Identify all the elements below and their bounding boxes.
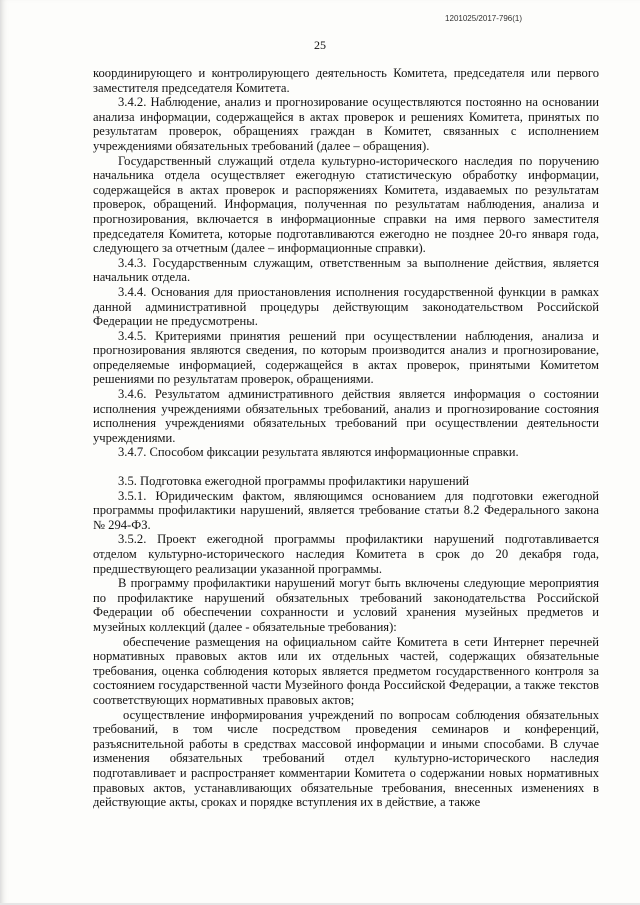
paragraph: обеспечение размещения на официальном сайте Комитета в сети Интернет перечней нормативных правовых актов или их отдельных частей, содержащих обязательные требования, оценка соблюдения которых является предметом государственного контроля за состоянием государственной части Музейного фонда Российской Федерации, а также текстов соответствующих нормативных правовых актов;	[93, 634, 599, 707]
paragraph: 3.4.6. Результатом административного действия является информация о состоянии исполнения учреждениями обязательных требований, анализ и прогнозирование состояния исполнения учреждениями обязательных требований при осуществлении деятельности учреждениями.	[93, 387, 599, 445]
paragraph: Государственный служащий отдела культурно-исторического наследия по поручению начальника отдела осуществляет ежегодную статистическую обработку информации, содержащейся в актах проверок и распоряжениях Комитета, издаваемых по результатам проверок, обращений. Информация, полученная по результатам наблюдения, анализа и прогнозирования, включается в информационные справки на имя первого заместителя председателя Комитета, которые подготавливаются ежегодно не позднее 20-го января года, следующего за отчетным (далее – информационные справки).	[93, 153, 599, 256]
paragraph: В программу профилактики нарушений могут быть включены следующие мероприятия по профилактике нарушений обязательных требований законодательства Российской Федерации об обеспечении сохранности и условий хранения музейных предметов и музейных коллекций (далее - обязательные требования):	[93, 576, 599, 634]
paragraph: координирующего и контролирующего деятельность Комитета, председателя или первого заместителя председателя Комитета.	[93, 66, 599, 95]
paragraph: осуществление информирования учреждений по вопросам соблюдения обязательных требований, в том числе посредством проведения семинаров и конференций, разъяснительной работы в средствах массовой информации и иными способами. В случае изменения обязательных требований отдел культурно-исторического наследия подготавливает и распространяет комментарии Комитета о содержании новых нормативных правовых актов, устанавливающих обязательные требования, внесенных изменениях в действующие акты, сроках и порядке вступления их в действие, а также	[93, 707, 599, 810]
section-heading: 3.5. Подготовка ежегодной программы профилактики нарушений	[118, 474, 470, 489]
paragraph: 3.4.4. Основания для приостановления исполнения государственной функции в рамках данной административной процедуры действующим законодательством Российской Федерации не предусмотрены.	[93, 284, 599, 329]
paragraph: 3.4.3. Государственным служащим, ответственным за выполнение действия, является начальник отдела.	[93, 255, 599, 285]
section-gap	[93, 460, 599, 474]
paragraph: 3.4.2. Наблюдение, анализ и прогнозирование осуществляются постоянно на основании анализа информации, содержащейся в актах проверок и решениях Комитета, принятых по результатам проверок, обращениях граждан в Комитет, связанных с исполнением учреждениями обязательных требований (далее – обращения).	[93, 95, 599, 153]
page-number: 25	[314, 38, 326, 52]
document-id: 1201025/2017-796(1)	[445, 14, 522, 23]
paragraph: 3.5.2. Проект ежегодной программы профилактики нарушений подготавливается отделом культурно-исторического наследия Комитета в срок до 20 декабря года, предшествующего реализации указанной программы.	[93, 532, 599, 576]
paragraph: 3.5.1. Юридическим фактом, являющимся основанием для подготовки ежегодной программы профилактики нарушений, является требование статьи 8.2 Федерального закона № 294-ФЗ.	[93, 488, 599, 532]
document-body	[93, 66, 599, 810]
paragraph: 3.4.7. Способом фиксации результата являются информационные справки.	[118, 445, 519, 460]
paragraph: 3.4.5. Критериями принятия решений при осуществлении наблюдения, анализа и прогнозирования являются сведения, по которым производится анализ и прогнозирование, определяемые информацией, содержащейся в актах проверок, принятыми Комитетом решениями по результатам проверок, обращениями.	[93, 328, 599, 387]
